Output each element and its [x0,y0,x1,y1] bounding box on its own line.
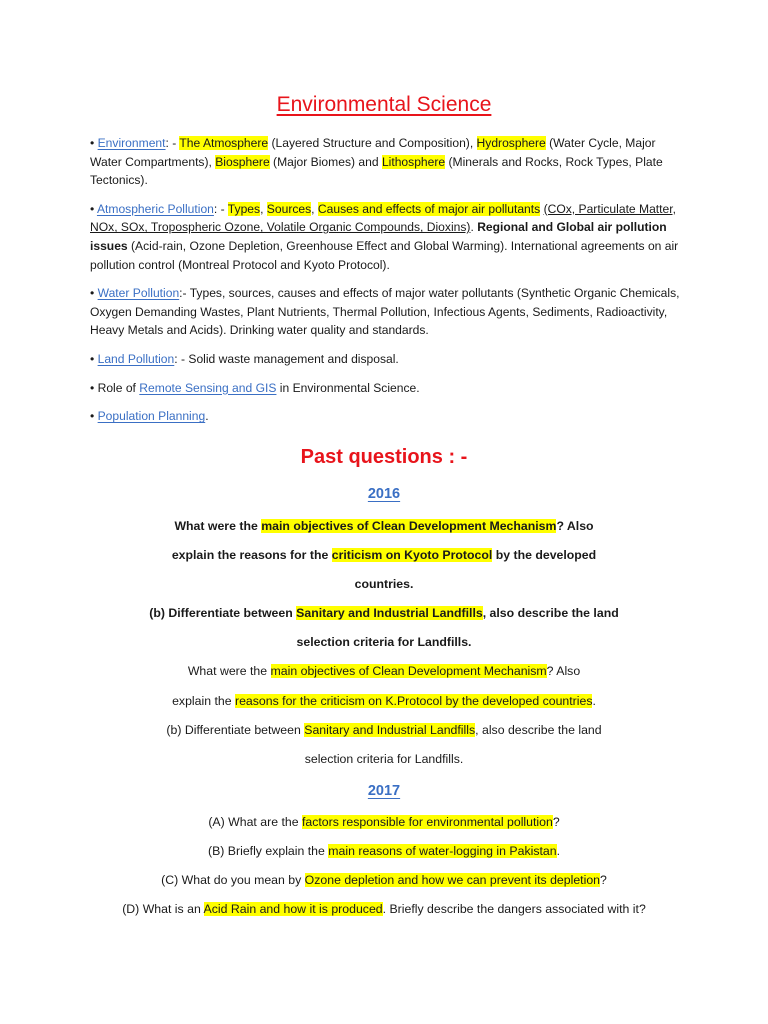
highlighted-text: criticism on Kyoto Protocol [331,548,493,562]
year-heading-2017: 2017 [367,783,401,799]
text-span: ? Also [546,664,581,678]
document-title: Environmental Science [276,93,492,116]
text-span: explain the reasons for the [171,548,332,562]
text-span: selection criteria for Landfills. [304,752,464,766]
syllabus-topics [90,134,690,426]
text-span: (Acid-rain, Ozone Depletion, Greenhouse Effect and Global Warming). International agreements on air pollution control (Montreal Protocol and Kyoto Protocol). [90,238,679,272]
text-span: , also describe the land [482,606,619,620]
text-span: : - [213,201,228,216]
q2016-a-line2 [0,546,768,564]
text-span: selection criteria for Landfills. [296,635,472,649]
highlighted-text: Causes and effects of major air pollutants [317,201,541,216]
highlighted-text: Ozone depletion and how we can prevent its depletion [304,873,600,887]
q2016-a-line1 [0,517,768,535]
highlighted-text: Types [227,201,261,216]
text-span: • [90,286,98,301]
text-span: ? [552,815,560,829]
underlined-text: (COx, Particulate Matter, NOx, SOx, Tropospheric Ozone, Volatile Organic Compounds, Dioxins) [90,201,676,235]
text-span: , also describe the land [475,723,602,737]
highlighted-text: Acid Rain and how it is produced [203,902,383,916]
q2017-b [0,842,768,860]
topic-link[interactable]: Remote Sensing and GIS [139,380,277,395]
text-span: , [260,201,267,216]
text-span: • Role of [90,380,140,395]
text-span: (Major Biomes) and [269,154,382,169]
text-span: ? Also [556,519,594,533]
text-span: . [205,409,209,424]
highlighted-text: Sanitary and Industrial Landfills [296,606,483,620]
text-span: What were the [187,664,271,678]
text-span: . Briefly describe the dangers associated with it? [382,902,646,916]
text-span: . [556,844,561,858]
topic-environment [90,134,690,190]
text-span: • [90,201,97,216]
text-span: (B) Briefly explain the [207,844,329,858]
highlighted-text: The Atmosphere [179,136,269,150]
text-span: (C) What do you mean by [161,873,305,887]
topic-link[interactable]: Land Pollution [97,351,175,366]
text-span: : - [165,136,180,150]
text-span: : - Solid waste management and disposal. [174,351,399,366]
highlighted-text: main objectives of Clean Development Mechanism [270,664,547,678]
topic-link[interactable]: Atmospheric Pollution [96,201,214,216]
text-span: , [311,201,318,216]
topic-population-planning [90,407,690,426]
text-span: (Layered Structure and Composition), [268,136,477,150]
q2016-b2-line2 [0,750,768,768]
highlighted-text: Sources [266,201,312,216]
text-span: . [592,694,596,708]
bold-text: Regional and Global air pollution issues [90,220,667,253]
q2017-d [0,900,768,918]
text-span: • [90,136,98,150]
topic-atmospheric-pollution [90,200,690,274]
text-span: in Environmental Science. [276,380,420,395]
text-span: • [90,409,98,424]
highlighted-text: Hydrosphere [476,136,546,150]
text-span: . [470,220,478,235]
text-span: countries. [354,577,414,591]
q2016-a2-line2 [0,692,768,710]
text-span: • [90,351,98,366]
highlighted-text: factors responsible for environmental pollution [301,815,553,829]
text-span: (Water Cycle, Major Water Compartments), [90,136,656,169]
topic-link[interactable]: Population Planning [97,409,206,424]
text-span: (Minerals and Rocks, Rock Types, Plate Tectonics). [90,154,663,188]
text-span: What were the [174,519,262,533]
text-span: (b) Differentiate between [149,606,297,620]
text-span: ? [600,873,607,887]
highlighted-text: reasons for the criticism on K.Protocol by the developed countries [235,694,593,708]
highlighted-text: main reasons of water-logging in Pakistan [328,844,557,858]
text-span: (b) Differentiate between [166,723,305,737]
text-span: (A) What are the [208,815,302,829]
q2016-b2-line1 [0,721,768,739]
q2016-a-line3 [0,575,768,593]
q2017-a [0,813,768,831]
q2016-a2-line1 [0,662,768,680]
topic-link[interactable]: Water Pollution [97,286,180,301]
topic-link[interactable]: Environment [97,136,166,150]
text-span: :- Types, sources, causes and effects of major water pollutants (Synthetic Organic Chemicals, Oxygen Demanding Wastes, Plant Nutrients, Thermal Pollution, Infectious Agents, Sediments, Radioactivity, Heavy Metals and Acids). Drinking water quality and standards. [90,286,680,338]
topic-land-pollution [90,350,690,369]
q2016-b-line2 [0,633,768,651]
past-questions-heading: Past questions : - [300,446,468,468]
topic-remote-sensing [90,379,690,398]
q2017-c [0,871,768,889]
highlighted-text: Sanitary and Industrial Landfills [304,723,476,737]
highlighted-text: Biosphere [215,154,270,169]
text-span: (D) What is an [122,902,204,916]
highlighted-text: main objectives of Clean Development Mechanism [261,519,557,533]
text-span: explain the [172,694,235,708]
highlighted-text: Lithosphere [381,154,446,169]
text-span: by the developed [492,548,597,562]
year-heading-2016: 2016 [367,486,401,502]
q2016-b-line1 [0,604,768,622]
topic-water-pollution [90,284,690,340]
